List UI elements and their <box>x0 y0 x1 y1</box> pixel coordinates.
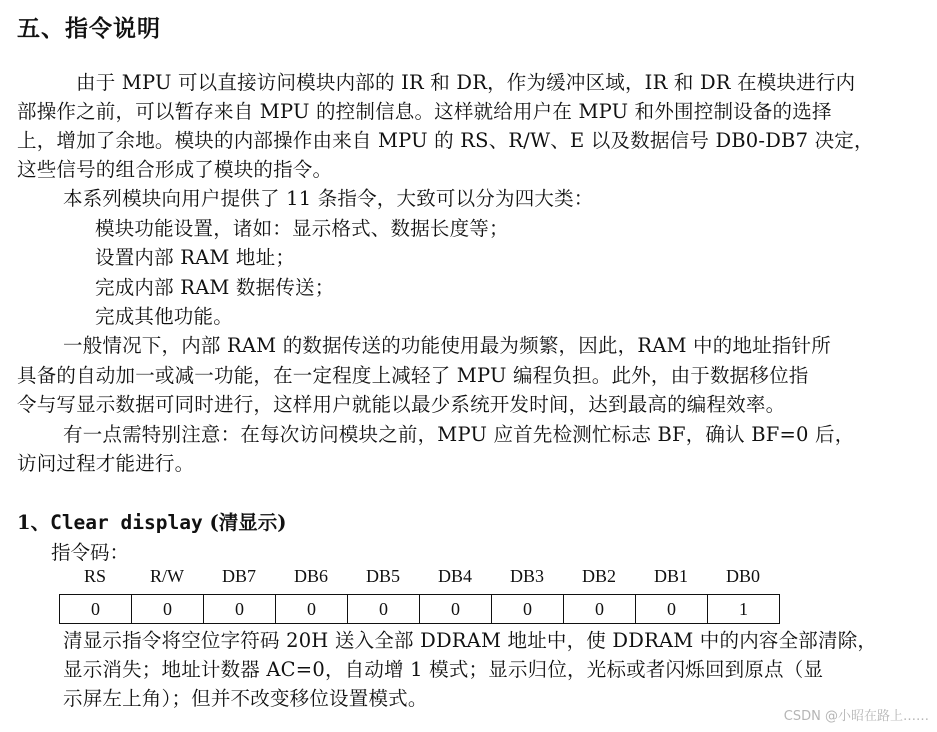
ram-paragraph-line-1: 一般情况下，内部 RAM 的数据传送的功能使用最为频繁，因此，RAM 中的地址指针所 <box>63 334 831 357</box>
bit-cell-db0: 1 <box>708 595 780 624</box>
ram-paragraph-line-2: 具备的自动加一或减一功能，在一定程度上减轻了 MPU 编程负担。此外，由于数据移位指 <box>17 364 809 387</box>
instruction-code-label: 指令码： <box>51 541 130 564</box>
note-paragraph-line-2: 访问过程才能进行。 <box>17 452 195 475</box>
column-header-rw: R/W <box>150 566 184 586</box>
bit-cell-db6: 0 <box>276 595 348 624</box>
intro-line-1: 由于 MPU 可以直接访问模块内部的 IR 和 DR，作为缓冲区域，IR 和 DR 在模块进行内 <box>76 71 856 94</box>
clear-display-heading <box>17 507 286 535</box>
category-item: 模块功能设置，诸如：显示格式、数据长度等； <box>95 217 509 240</box>
description-line-1: 清显示指令将空位字符码 20H 送入全部 DDRAM 地址中，使 DDRAM 中的内容全部清除， <box>63 629 878 652</box>
column-header-db1: DB1 <box>653 566 688 586</box>
section-title: 五、指令说明 <box>17 16 161 42</box>
bit-cell-rs: 0 <box>60 595 132 624</box>
category-item: 设置内部 RAM 地址； <box>95 246 296 269</box>
column-header-db2: DB2 <box>581 566 616 586</box>
ram-paragraph-line-3: 令与写显示数据可同时进行，这样用户就能以最少系统开发时间，达到最高的编程效率。 <box>17 393 786 416</box>
column-header-db4: DB4 <box>437 566 472 586</box>
column-header-rs: RS <box>83 566 107 586</box>
bit-cell-db1: 0 <box>636 595 708 624</box>
bit-cell-db2: 0 <box>564 595 636 624</box>
description-line-3: 示屏左上角）；但并不改变移位设置模式。 <box>63 687 428 710</box>
column-header-db0: DB0 <box>725 566 760 586</box>
table-row <box>60 595 780 624</box>
column-header-db7: DB7 <box>221 566 256 586</box>
bit-cell-rw: 0 <box>132 595 204 624</box>
bit-cell-db5: 0 <box>348 595 420 624</box>
clear-display-name-cn: (清显示) <box>209 511 287 534</box>
column-header-db3: DB3 <box>509 566 544 586</box>
watermark: CSDN @小昭在路上…… <box>783 709 929 724</box>
intro-line-3: 上，增加了余地。模块的内部操作由来自 MPU 的 RS、R/W、E 以及数据信号 DB0-DB7 决定， <box>17 129 874 152</box>
categories-intro: 本系列模块向用户提供了 11 条指令，大致可以分为四大类： <box>63 187 594 210</box>
note-paragraph-line-1: 有一点需特别注意：在每次访问模块之前，MPU 应首先检测忙标志 BF，确认 BF=0 后， <box>63 423 855 446</box>
clear-display-number: 1、 <box>17 511 51 534</box>
bit-cell-db3: 0 <box>492 595 564 624</box>
column-header-db5: DB5 <box>365 566 400 586</box>
description-line-2: 显示消失；地址计数器 AC=0，自动增 1 模式；显示归位，光标或者闪烁回到原点（显 <box>63 658 824 681</box>
category-item: 完成其他功能。 <box>95 305 233 328</box>
bit-cell-db7: 0 <box>204 595 276 624</box>
category-item: 完成内部 RAM 数据传送； <box>95 276 335 299</box>
instruction-code-table <box>59 594 780 624</box>
clear-display-name: Clear display <box>50 511 203 534</box>
column-header-db6: DB6 <box>293 566 328 586</box>
intro-line-4: 这些信号的组合形成了模块的指令。 <box>17 158 333 181</box>
intro-line-2: 部操作之前，可以暂存来自 MPU 的控制信息。这样就给用户在 MPU 和外围控制设备的选择 <box>17 100 832 123</box>
bit-cell-db4: 0 <box>420 595 492 624</box>
